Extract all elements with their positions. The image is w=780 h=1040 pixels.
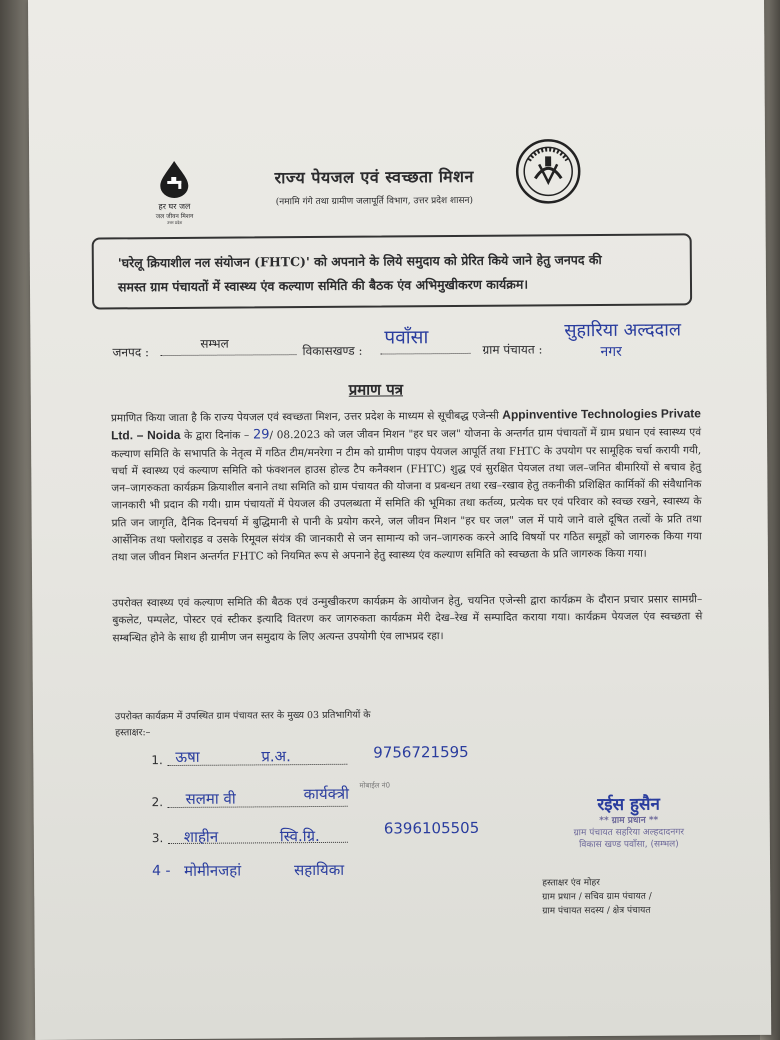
participant-role: कार्यक्त्री: [303, 784, 350, 804]
logo-line-3: उत्तर प्रदेश: [167, 219, 183, 226]
gram-panchayat-value-2: नगर: [600, 343, 622, 361]
participant-number: 3.: [151, 831, 164, 846]
logo-line-2: जल जीवन मिशन: [155, 212, 194, 221]
participants-intro-line-1: उपरोक्त कार्यक्रम में उपस्थित ग्राम पंचायत स्तर के मुख्य 03 प्रतिभागियों के: [114, 709, 371, 723]
participant-number: 1.: [151, 753, 163, 768]
participant-row: [112, 818, 512, 856]
participant-phone: 9756721595: [373, 742, 469, 762]
footer-line-3: ग्राम पंचायत सदस्य / क्षेत्र पंचायत: [542, 905, 651, 917]
mission-title: राज्य पेयजल एवं स्वच्छता मिशन: [274, 166, 474, 188]
janpad-value: सम्भल: [200, 336, 229, 351]
program-banner: [92, 233, 692, 309]
participant-role: सहायिका: [294, 860, 345, 880]
para1-body: को जल जीवन मिशन "हर घर जल" योजना के अन्तर्गत ग्राम पंचायतों में ग्राम प्रधान एवं स्वास्थ्य एवं कल्याण समिति के सभापति के नेतृत्व में गठित टीम/मनरेगा न टीम को ग्रामीण पाइप पेयजल आपूर्ति तथा FHTC के उपयोग पर सामूहिक चर्चा करायी गयी, चर्चा में स्वास्थ्य एवं कल्याण समिति को फंक्शनल हाउस होल्ड टैप कनैक्शन (FHTC) शुद्ध एवं सुरक्षित पेयजल तथा जल–जनित बीमारियों से बचाव हेतु जन–जागरुकता कार्यक्रम क्रियाशील बनाने तथा समिति को ग्राम पंचायत की योजना व प्रबन्धन तथा रख–रखाव हेतु तकनीकी प्रशिक्षित कार्मिकों की संवैधानिक जानकारी भी प्रदान की गयी। ग्राम पंचायतों में पेयजल की उपलब्धता में समिति की भूमिका तथा कर्तव्य, प्रत्येक घर एवं परिवार को स्वच्छ रखने, स्वास्थ्य के प्रति जन जागृति, दैनिक दिनचर्या में बुद्धिमानी से पानी के प्रयोग करने, जल जीवन मिशन "हर घर जल" जल में पाये जाने वाले दूषित तत्वों के प्रति तथा आर्सेनिक तथा फ्लोराइड व उसके रिमूवल संयंत्र की जानकारी से जन सामान्य को जन–जागरुक करने आदि विषयों पर गठित समूहों को जागरुक किया गया तथा जल जीवन मिशन अन्तर्गत FHTC को नियमित रूप से अपनाने हेतु स्वास्थ्य एंव कल्याण समिति को स्वच्छता के प्रति जागरुक किया गया।: [111, 426, 702, 564]
date-day: 29: [252, 427, 270, 443]
logo-line-1: हर घर जल: [158, 201, 191, 212]
participant-name: मोमीनजहां: [184, 861, 242, 880]
participants-intro-line-2: हस्ताक्षर:–: [115, 727, 151, 739]
signatory-footer: [542, 875, 742, 918]
participants-intro: [115, 707, 475, 742]
certificate-body-paragraph-2: उपरोक्त स्वास्थ्य एवं कल्याण समिति की बैठक एवं उन्मुखीकरण कार्यक्रम के आयोजन हेतु, चयनित एजेन्सी द्वारा कार्यक्रम के दौरान प्रचार प्रसार सामग्री–बुकलेट, पम्पलेट, पोस्टर एवं स्टीकर इत्यादि वितरण कर जागरुकता कार्यक्रम मेरी देख–रेख में सम्पादित कराया गया। कार्यक्रम पेयजल एंव स्वच्छता से सम्बन्धित होने के साथ ही ग्रामीण जन समुदाय के लिए अत्यन्त उपयोगी एंव लाभप्रद रहा।: [112, 593, 703, 645]
certificate-title: प्रमाण पत्र: [348, 380, 404, 399]
vikaskhand-value: पवाँसा: [384, 326, 429, 349]
certificate-page: [28, 0, 771, 1040]
participant-name: शाहीन: [183, 827, 219, 846]
participant-name: ऊषा: [175, 747, 200, 766]
agency-name: Appinventive Technologies Private Ltd. – Noida: [110, 406, 701, 443]
pradhan-signature: रईस हुसैन: [597, 794, 661, 816]
participant-role: स्वि.ग्रि.: [279, 826, 320, 846]
para1-date-prefix: के द्वारा दिनांक –: [184, 429, 250, 443]
participant-row: [111, 742, 491, 778]
gram-panchayat-label: ग्राम पंचायत :: [482, 342, 543, 357]
participant-name: सलमा वी: [185, 789, 236, 808]
footer-line-2: ग्राम प्रधान / सचिव ग्राम पंचायत /: [542, 891, 652, 903]
footer-line-1: हस्ताक्षर एंव मोहर: [542, 878, 600, 889]
banner-line-2: समस्त ग्राम पंचायतों में स्वास्थ्य एंव कल्याण समिति की बैठक एंव अभिमुखीकरण कार्यक्रम।: [117, 276, 529, 295]
para1-intro: प्रमाणित किया जाता है कि राज्य पेयजल एवं स्वच्छता मिशन, उत्तर प्रदेश के माध्यम से सूचीबद्ध एजेन्सी: [110, 409, 499, 425]
stamp-line-3: विकास खण्ड पवाँसा, (सम्भल): [579, 839, 679, 851]
stamp-line-2: ग्राम पंचायत सहरिया अल्हदादनगर: [573, 827, 685, 839]
location-fields: [112, 319, 771, 361]
participant-number: 4 -: [152, 863, 171, 880]
mission-subtitle: (नमामि गंगे तथा ग्रामीण जलापूर्ति विभाग, उत्तर प्रदेश शासन): [275, 195, 474, 208]
certificate-body-paragraph-1: प्रमाणित किया जाता है कि राज्य पेयजल एवं स्वच्छता मिशन, उत्तर प्रदेश के माध्यम से सूचीबद्ध एजेन्सी Appinventive Technologies Private Ltd. – Noida के द्वारा दिनांक – 29/ 08.2023 को जल जीवन मिशन "हर घर जल" योजना के अन्तर्गत ग्राम पंचायतों में ग्राम प्रधान एवं स्वास्थ्य एवं कल्याण समिति के सभापति के नेतृत्व में गठित टीम/मनरेगा न टीम को ग्रामीण पाइप पेयजल आपूर्ति तथा FHTC के उपयोग पर सामूहिक चर्चा करायी गयी, चर्चा में स्वास्थ्य एवं कल्याण समिति को फंक्शनल हाउस होल्ड टैप कनैक्शन (FHTC) शुद्ध एवं सुरक्षित पेयजल तथा जल–जनित बीमारियों से बचाव हेतु जन–जागरुकता कार्यक्रम क्रियाशील बनाने तथा समिति को ग्राम पंचायत की योजना व प्रबन्धन तथा रख–रखाव हेतु तकनीकी प्रशिक्षित कार्मिकों की संवैधानिक जानकारी भी प्रदान की गयी। ग्राम पंचायतों में पेयजल की उपलब्धता में समिति की भूमिका तथा कर्तव्य, प्रत्येक घर एवं परिवार को स्वच्छ रखने, स्वास्थ्य के प्रति जन जागृति, दैनिक दिनचर्या में बुद्धिमानी से पानी के प्रयोग करने, जल जीवन मिशन "हर घर जल" जल में पाये जाने वाले दूषित तत्वों के प्रति तथा आर्सेनिक तथा फ्लोराइड व उसके रिमूवल संयंत्र की जानकारी से जन सामान्य को जन–जागरुक करने आदि विषयों पर गठित समूहों को जागरुक किया गया तथा जल जीवन मिशन अन्तर्गत FHTC को नियमित रूप से अपनाने हेतु स्वास्थ्य एंव कल्याण समिति को स्वच्छता के प्रति जागरुक किया गया।: [110, 406, 702, 564]
janpad-label: जनपद :: [112, 345, 150, 360]
participant-phone: 6396105505: [383, 818, 480, 838]
pradhan-signature-block: [534, 791, 724, 851]
gram-panchayat-value: सुहारिया अल्ददाल: [564, 319, 682, 342]
up-government-seal-icon: [515, 138, 581, 204]
participant-number: 2.: [151, 795, 164, 810]
header: [229, 165, 519, 208]
date-month-year: 08.2023: [276, 429, 321, 442]
participant-row: [112, 859, 512, 892]
faint-stamp-text: मोबाईल नं0: [359, 781, 391, 790]
har-ghar-jal-logo: [139, 159, 209, 226]
water-drop-icon: [156, 159, 192, 199]
stamp-line-1: ** ग्राम प्रधान **: [599, 815, 659, 827]
banner-line-1: 'घरेलू क्रियाशील नल संयोजन (FHTC)' को अपनाने के लिये समुदाय को प्रेरित किये जाने हेतु जनपद की: [117, 252, 602, 271]
vikaskhand-label: विकासखण्ड :: [302, 343, 363, 359]
participant-role: प्र.अ.: [261, 747, 291, 766]
